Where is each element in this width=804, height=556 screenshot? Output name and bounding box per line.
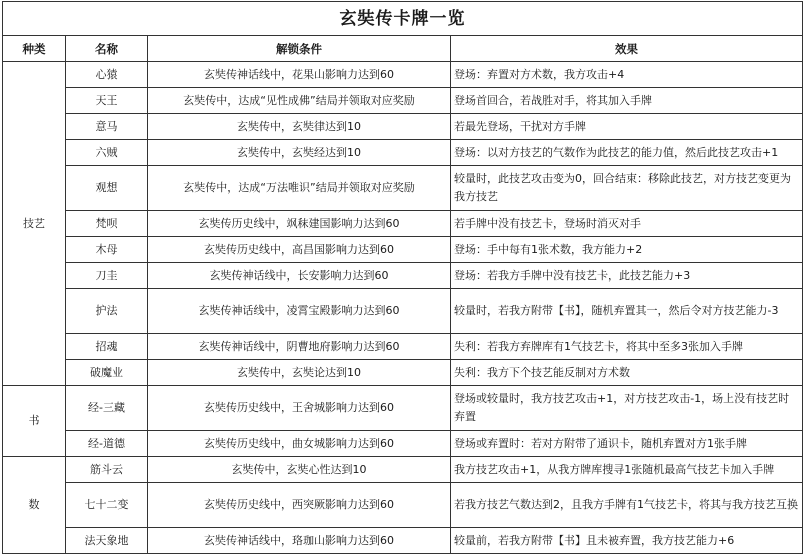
table-row: [3, 457, 803, 483]
card-effect: 较量时，此技艺攻击变为0，回合结束：移除此技艺，对方技艺变更为我方技艺: [451, 166, 803, 211]
table-row: [3, 237, 803, 263]
unlock-condition: 玄奘传神话线中，阴曹地府影响力达到60: [148, 334, 451, 360]
header-row: [3, 36, 803, 62]
table-row: [3, 166, 803, 211]
card-name: 刀圭: [66, 263, 148, 289]
unlock-condition: 玄奘传历史线中，飒秣建国影响力达到60: [148, 211, 451, 237]
card-effect: 登场：弃置对方术数，我方攻击+4: [451, 62, 803, 88]
table-row: [3, 360, 803, 386]
card-effect: 登场：以对方技艺的气数作为此技艺的能力值，然后此技艺攻击+1: [451, 140, 803, 166]
table-row: [3, 88, 803, 114]
table-row: [3, 528, 803, 554]
unlock-condition: 玄奘传中，玄奘律达到10: [148, 114, 451, 140]
card-name: 心猿: [66, 62, 148, 88]
card-effect: 登场首回合，若战胜对手，将其加入手牌: [451, 88, 803, 114]
card-name: 筋斗云: [66, 457, 148, 483]
card-name: 木母: [66, 237, 148, 263]
header-effect: 效果: [451, 36, 803, 62]
card-list-document: [0, 1, 804, 556]
card-name: 梵呗: [66, 211, 148, 237]
card-effect: 若我方技艺气数达到2，且我方手牌有1气技艺卡，将其与我方技艺互换: [451, 483, 803, 528]
unlock-condition: 玄奘传中，达成“见性成佛”结局并领取对应奖励: [148, 88, 451, 114]
unlock-condition: 玄奘传历史线中，王舍城影响力达到60: [148, 386, 451, 431]
card-name: 法天象地: [66, 528, 148, 554]
table-row: [3, 386, 803, 431]
card-name: 七十二变: [66, 483, 148, 528]
card-name: 意马: [66, 114, 148, 140]
header-unlock: 解锁条件: [148, 36, 451, 62]
card-name: 经-道德: [66, 431, 148, 457]
card-effect: 若最先登场，干扰对方手牌: [451, 114, 803, 140]
card-effect: 失利：我方下个技艺能反制对方术数: [451, 360, 803, 386]
category-cell: 数: [3, 457, 66, 554]
card-effect: 我方技艺攻击+1，从我方牌库搜寻1张随机最高气技艺卡加入手牌: [451, 457, 803, 483]
card-effect: 登场或较量时，我方技艺攻击+1，对方技艺攻击-1，场上没有技艺时弃置: [451, 386, 803, 431]
card-name: 天王: [66, 88, 148, 114]
card-name: 经-三藏: [66, 386, 148, 431]
unlock-condition: 玄奘传神话线中，长安影响力达到60: [148, 263, 451, 289]
unlock-condition: 玄奘传中，玄奘心性达到10: [148, 457, 451, 483]
card-effect: 较量时，若我方附带【书】，随机弃置其一，然后令对方技艺能力-3: [451, 289, 803, 334]
category-cell: 技艺: [3, 62, 66, 386]
table-row: [3, 483, 803, 528]
header-name: 名称: [66, 36, 148, 62]
table-row: [3, 62, 803, 88]
unlock-condition: 玄奘传历史线中，高昌国影响力达到60: [148, 237, 451, 263]
unlock-condition: 玄奘传神话线中，珞珈山影响力达到60: [148, 528, 451, 554]
table-row: [3, 431, 803, 457]
table-row: [3, 114, 803, 140]
unlock-condition: 玄奘传中，玄奘经达到10: [148, 140, 451, 166]
card-name: 观想: [66, 166, 148, 211]
card-effect: 登场：手中每有1张术数，我方能力+2: [451, 237, 803, 263]
card-table: [2, 1, 803, 554]
card-effect: 登场或弃置时：若对方附带了通识卡，随机弃置对方1张手牌: [451, 431, 803, 457]
header-category: 种类: [3, 36, 66, 62]
unlock-condition: 玄奘传神话线中，凌霄宝殿影响力达到60: [148, 289, 451, 334]
unlock-condition: 玄奘传中，玄奘论达到10: [148, 360, 451, 386]
card-effect: 较量前，若我方附带【书】且未被弃置，我方技艺能力+6: [451, 528, 803, 554]
table-row: [3, 263, 803, 289]
card-effect: 失利：若我方弃牌库有1气技艺卡，将其中至多3张加入手牌: [451, 334, 803, 360]
category-cell: 书: [3, 386, 66, 457]
unlock-condition: 玄奘传历史线中，西突厥影响力达到60: [148, 483, 451, 528]
card-name: 招魂: [66, 334, 148, 360]
title-row: [3, 2, 803, 36]
table-row: [3, 211, 803, 237]
table-row: [3, 140, 803, 166]
card-effect: 若手牌中没有技艺卡，登场时消灭对手: [451, 211, 803, 237]
card-name: 六贼: [66, 140, 148, 166]
card-name: 破魔业: [66, 360, 148, 386]
unlock-condition: 玄奘传中，达成“万法唯识”结局并领取对应奖励: [148, 166, 451, 211]
card-name: 护法: [66, 289, 148, 334]
card-effect: 登场：若我方手牌中没有技艺卡，此技艺能力+3: [451, 263, 803, 289]
unlock-condition: 玄奘传神话线中，花果山影响力达到60: [148, 62, 451, 88]
table-row: [3, 289, 803, 334]
table-row: [3, 334, 803, 360]
unlock-condition: 玄奘传历史线中，曲女城影响力达到60: [148, 431, 451, 457]
table-title: 玄奘传卡牌一览: [3, 2, 803, 36]
